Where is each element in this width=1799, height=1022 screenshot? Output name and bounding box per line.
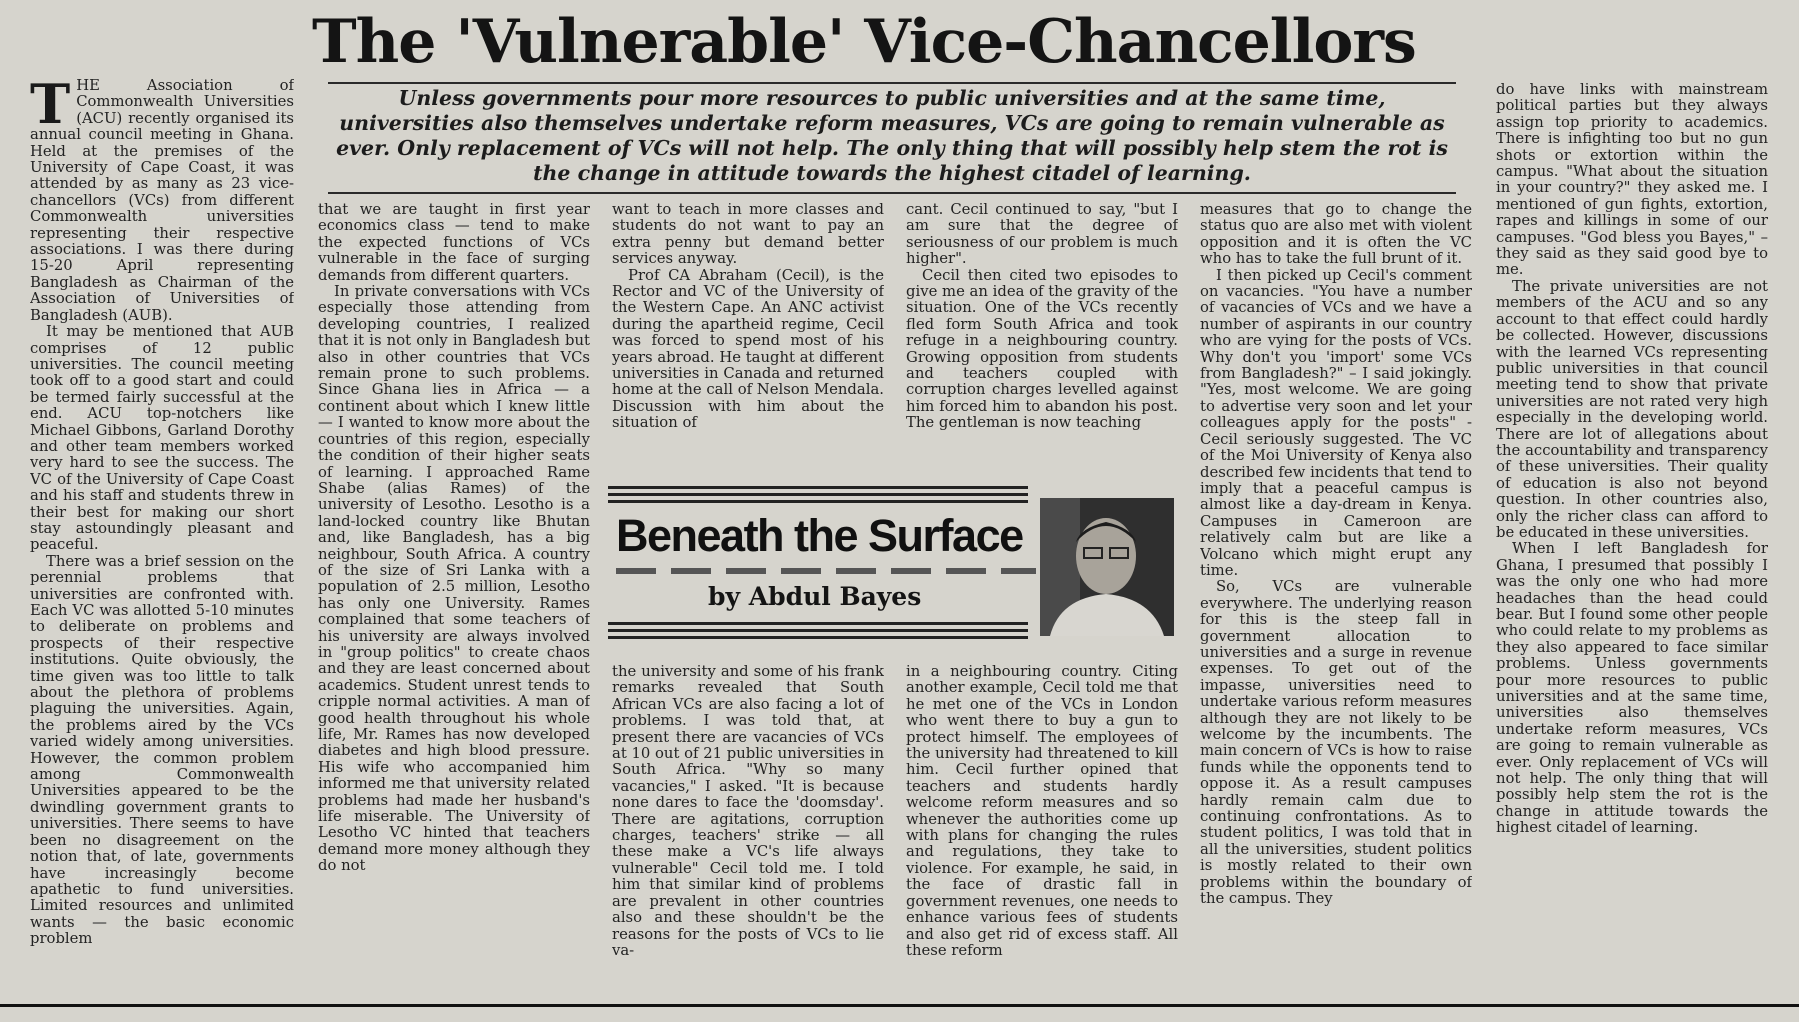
drop-cap: T: [30, 78, 71, 136]
article-paragraph: Cecil then cited two episodes to give me an idea of the gravity of the situation. One of the VCs recently fled form South Africa and took refuge in a neighbouring country. Growing opposition from students and teachers coupled with corruption charges levelled against him forced him to abandon his post. The gentleman is now teaching: [906, 266, 1178, 432]
article-paragraph: that we are taught in first year economics class — tend to make the expected functions of VCs vulnerable in the face of surging demands from different quarters.: [318, 202, 590, 284]
article-paragraph: So, VCs are vulnerable everywhere. The underlying reason for this is the steep fall in government allocation to universities and a surge in revenue expenses. To get out of the impasse, universities need to undertake various reform measures although they are not likely to be welcome by the incumbents. The main concern of VCs is how to raise funds while the opponents tend to oppose it. As a result campuses hardly remain calm due to continuing confrontations. As to student politics, I was told that in all the universities, student politics is mostly related to their own problems within the boundary of the campus. They: [1200, 578, 1472, 908]
banner-rule: [608, 636, 1028, 639]
article-paragraph: When I left Bangladesh for Ghana, I presumed that possibly I was the only one who had more headaches than the head could bear. But I found some other people who could relate to my problems as they also appeared to face similar problems. Unless governments pour more resources to public universities and at the same time, universities also themselves undertake reform measures, VCs are going to remain vulnerable as ever. Only replacement of VCs will not help. The only thing that will possibly help stem the rot is the change in attitude towards the highest citadel of learning.: [1496, 540, 1768, 837]
article-column-1: [30, 78, 294, 998]
byline: by Abdul Bayes: [708, 582, 922, 611]
article-column-2: [318, 202, 590, 998]
article-paragraph: THE Association of Commonwealth Universities (ACU) recently organised its annual council meeting in Ghana. Held at the premises of the University of Cape Coast, it was attended by as many as 23 vice-chancellors (VCs) from different Commonwealth universities representing their respective associations. I was there during 15-20 April representing Bangladesh as Chairman of the Association of Universities of Bangladesh (AUB).: [30, 78, 294, 324]
article-headline: The 'Vulnerable' Vice-Chancellors: [312, 7, 1416, 77]
article-paragraph: There was a brief session on the perennial problems that universities are confronted with. Each VC was allotted 5-10 minutes to deliberate on problems and prospects of their respective institutions. Quite obviously, the time given was too little to talk about the plethora of problems plaguing the universities. Again, the problems aired by the VCs varied widely among universities. However, the common problem among Commonwealth Universities appeared to be the dwindling government grants to universities. There seems to have been no disagreement on the notion that, of late, governments have increasingly become apathetic to fund universities. Limited resources and unlimited wants — the basic economic problem: [30, 552, 294, 948]
deck-bottom-rule: [328, 192, 1456, 194]
article-paragraph: cant. Cecil continued to say, "but I am sure that the degree of seriousness of our problem is much higher".: [906, 202, 1178, 268]
banner-rule: [608, 486, 1028, 489]
column-label: Beneath the Surface: [616, 510, 1023, 561]
article-column-3-bottom: [612, 664, 884, 998]
article-column-3-top: [612, 202, 884, 464]
deck-top-rule: [328, 82, 1456, 84]
article-deck: Unless governments pour more resources to public universities and at the same time, universities also themselves undertake reform measures, VCs are going to remain vulnerable as ever. Only replacement of VCs will not help. The only thing that will possibly help stem the rot is the change in attitude towards the highest citadel of learning.: [336, 86, 1448, 185]
article-paragraph: I then picked up Cecil's comment on vacancies. "You have a number of vacancies of VCs and we have a number of aspirants in our country who are vying for the posts of VCs. Why don't you 'import' some VCs from Bangladesh?" – I said jokingly. "Yes, most welcome. We are going to advertise very soon and let your colleagues apply for the posts" - Cecil seriously suggested. The VC of the Moi University of Kenya also described few incidents that tend to imply that a peaceful campus is almost like a day-dream in Kenya. Campuses in Cameroon are relatively calm but are like a Volcano which might erupt any time.: [1200, 266, 1472, 579]
article-column-5: [1200, 202, 1472, 998]
article-paragraph: want to teach in more classes and students do not want to pay an extra penny but demand better services anyway.: [612, 202, 884, 268]
page-bottom-rule: [0, 1004, 1799, 1007]
article-column-6: [1496, 82, 1768, 998]
article-column-4-bottom: [906, 664, 1178, 998]
article-paragraph: It may be mentioned that AUB comprises of 12 public universities. The council meeting took off to a good start and could be termed fairly successful at the end. ACU top-notchers like Michael Gibbons, Garland Dorothy and other team members worked very hard to see the success. The VC of the University of Cape Coast and his staff and students threw in their best for making our short stay astoundingly pleasant and peaceful.: [30, 323, 294, 554]
banner-rule: [608, 622, 1028, 625]
banner-dash-ornament: [616, 566, 1036, 576]
article-paragraph: Prof CA Abraham (Cecil), is the Rector and VC of the University of the Western Cape. An ANC activist during the apartheid regime, Cecil was forced to spend most of his years abroad. He taught at different universities in Canada and returned home at the call of Nelson Mendala. Discussion with him about the situation of: [612, 266, 884, 432]
banner-rule: [608, 493, 1028, 496]
article-paragraph: do have links with mainstream political parties but they always assign top priority to academics. There is infighting too but no gun shots or extortion within the campus. "What about the situation in your country?" they asked me. I mentioned of gun fights, extortion, rapes and killings in some of our campuses. "God bless you Bayes," – they said as they said good bye to me.: [1496, 82, 1768, 279]
article-paragraph: The private universities are not members of the ACU and so any account to that effect could hardly be collected. However, discussions with the learned VCs representing public universities in that council meeting tend to show that private universities are not rated very high especially in the developing world. There are lot of allegations about the accountability and transparency of these universities. Their quality of education is also not beyond question. In other countries also, only the richer class can afford to be educated in these universities.: [1496, 277, 1768, 541]
banner-rule: [608, 500, 1028, 503]
article-column-4-top: [906, 202, 1178, 464]
author-photo: [1040, 498, 1174, 636]
article-paragraph: measures that go to change the status quo are also met with violent opposition and it is often the VC who has to take the full brunt of it.: [1200, 202, 1472, 268]
article-paragraph: the university and some of his frank remarks revealed that South African VCs are also facing a lot of problems. I was told that, at present there are vacancies of VCs at 10 out of 21 public universities in South Africa. "Why so many vacancies," I asked. "It is because none dares to face the 'doomsday'. There are agitations, corruption charges, teachers' strike — all these make a VC's life always vulnerable" Cecil told me. I told him that similar kind of problems are prevalent in other countries also and these shouldn't be the reasons for the posts of VCs to lie va-: [612, 664, 884, 959]
article-paragraph: in a neighbouring country. Citing another example, Cecil told me that he met one of the VCs in London who went there to buy a gun to protect himself. The employees of the university had threatened to kill him. Cecil further opined that teachers and students hardly welcome reform measures and so whenever the authorities come up with plans for changing the rules and regulations, they take to violence. For example, he said, in the face of drastic fall in government revenues, one needs to enhance various fees of students and also get rid of excess staff. All these reform: [906, 664, 1178, 959]
portrait-icon: [1040, 498, 1174, 636]
article-paragraph: In private conversations with VCs especially those attending from developing countries, I realized that it is not only in Bangladesh but also in other countries that VCs remain prone to such problems. Since Ghana lies in Africa — a continent about which I knew little — I wanted to know more about the countries of this region, especially the condition of their higher seats of learning. I approached Rame Shabe (alias Rames) of the university of Lesotho. Lesotho is a land-locked country like Bhutan and, like Bangladesh, has a big neighbour, South Africa. A country of the size of Sri Lanka with a population of 2.5 million, Lesotho has only one University. Rames complained that some teachers of his university are always involved in "group politics" to create chaos and they are least concerned about academics. Student unrest tends to cripple normal activities. A man of good health throughout his whole life, Mr. Rames has now developed diabetes and high blood pressure. His wife who accompanied him informed me that university related problems had made her husband's life miserable. The University of Lesotho VC hinted that teachers demand more money although they do not: [318, 283, 590, 875]
banner-rule: [608, 629, 1028, 632]
column-banner: [608, 476, 1174, 646]
